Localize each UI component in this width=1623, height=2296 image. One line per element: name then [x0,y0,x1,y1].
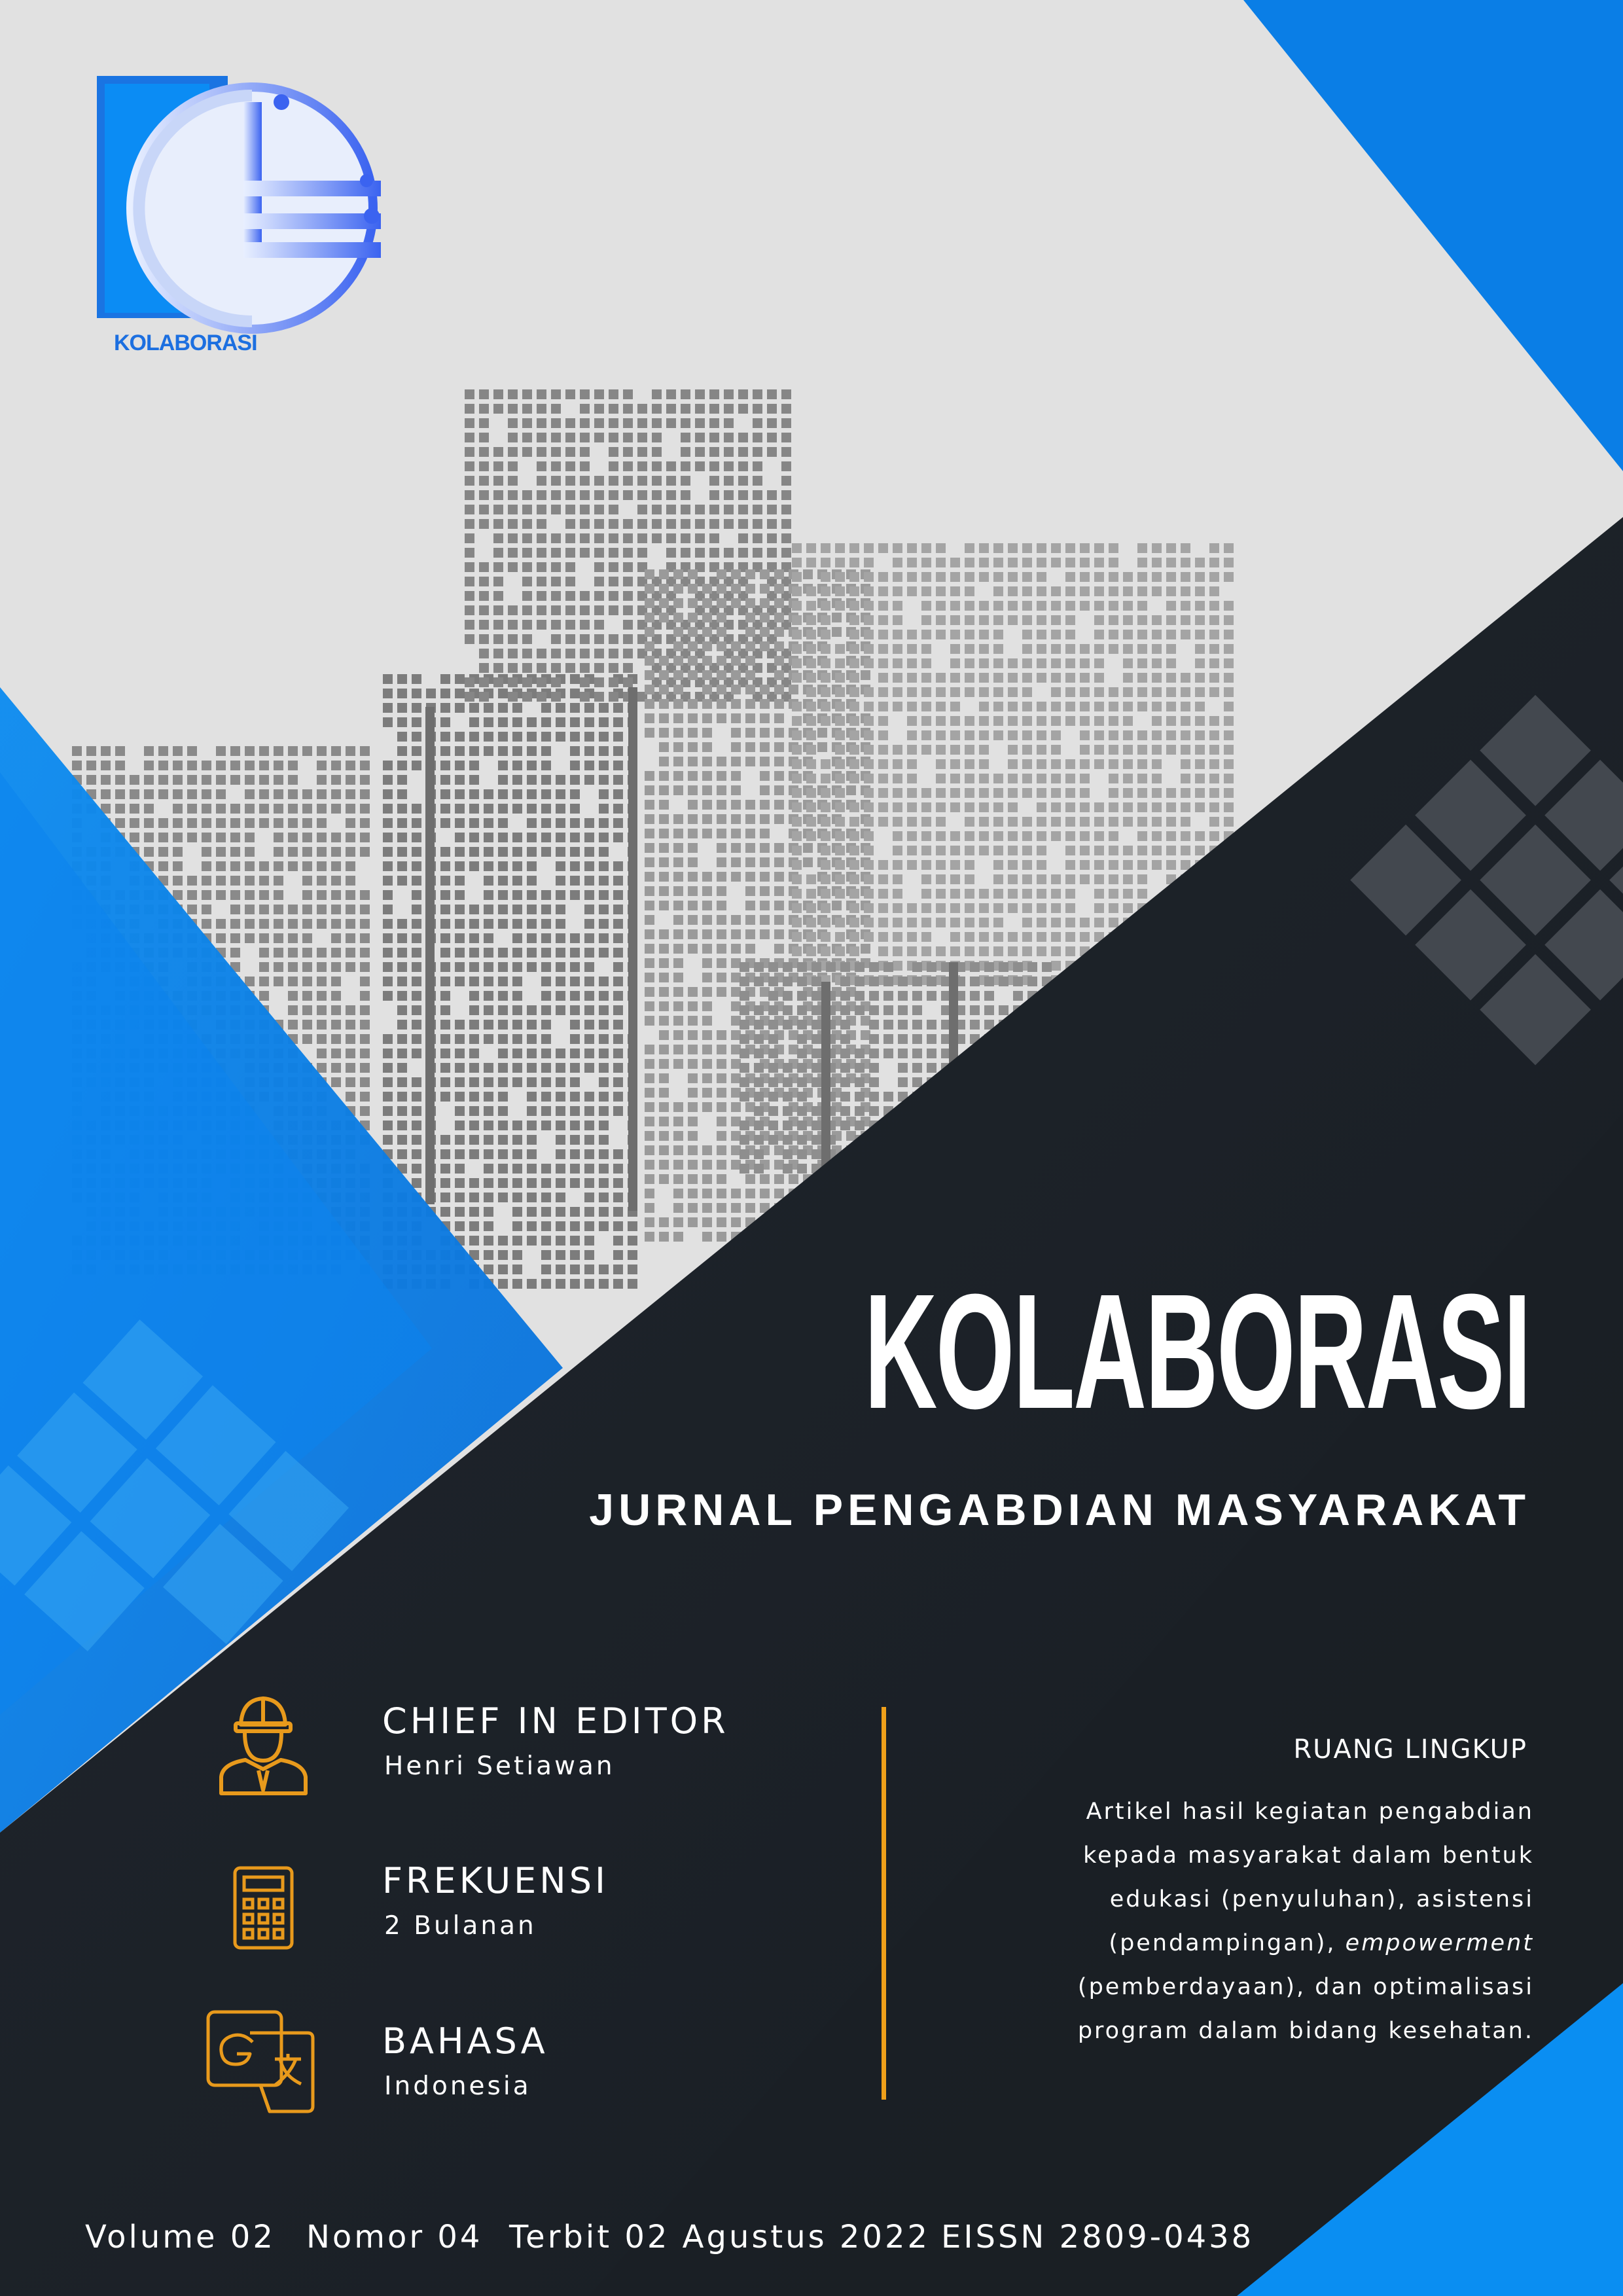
journal-title: KOLABORASI [864,1260,1530,1443]
translate-icon [204,2008,315,2116]
footer-nomor: Nomor 04 [306,2219,483,2255]
vertical-divider [882,1707,886,2100]
scope-line-4 [1109,1930,1534,1956]
bahasa-value: Indonesia [384,2072,531,2101]
scope-line-2: kepada masyarakat dalam bentuk [1083,1842,1534,1869]
frekuensi-label: FREKUENSI [382,1860,609,1901]
scope-line-4-text: (pendampingan), [1109,1930,1346,1956]
logo-wordmark: KOLABORASI [114,331,257,355]
kolaborasi-logo [92,71,399,359]
chief-editor-value: Henri Setiawan [384,1751,615,1781]
chief-editor-label: CHIEF IN EDITOR [382,1700,729,1742]
calculator-icon [232,1865,294,1950]
scope-emphasis: empowerment [1345,1930,1534,1956]
frekuensi-value: 2 Bulanan [384,1911,537,1941]
scope-line-6: program dalam bidang kesehatan. [1077,2018,1534,2044]
scope-line-5: (pemberdayaan), dan optimalisasi [1077,1974,1534,2000]
engineer-icon [216,1692,311,1797]
scope-line-1: Artikel hasil kegiatan pengabdian [1086,1799,1534,1825]
scope-title: RUANG LINGKUP [1293,1734,1527,1765]
journal-subtitle: JURNAL PENGABDIAN MASYARAKAT [589,1485,1530,1535]
footer-volume: Volume 02 [85,2219,276,2255]
bahasa-label: BAHASA [382,2020,548,2062]
footer-eissn: EISSN 2809-0438 [941,2219,1255,2255]
footer-terbit: Terbit 02 Agustus 2022 [509,2219,931,2255]
scope-line-3: edukasi (penyuluhan), asistensi [1109,1886,1534,1912]
